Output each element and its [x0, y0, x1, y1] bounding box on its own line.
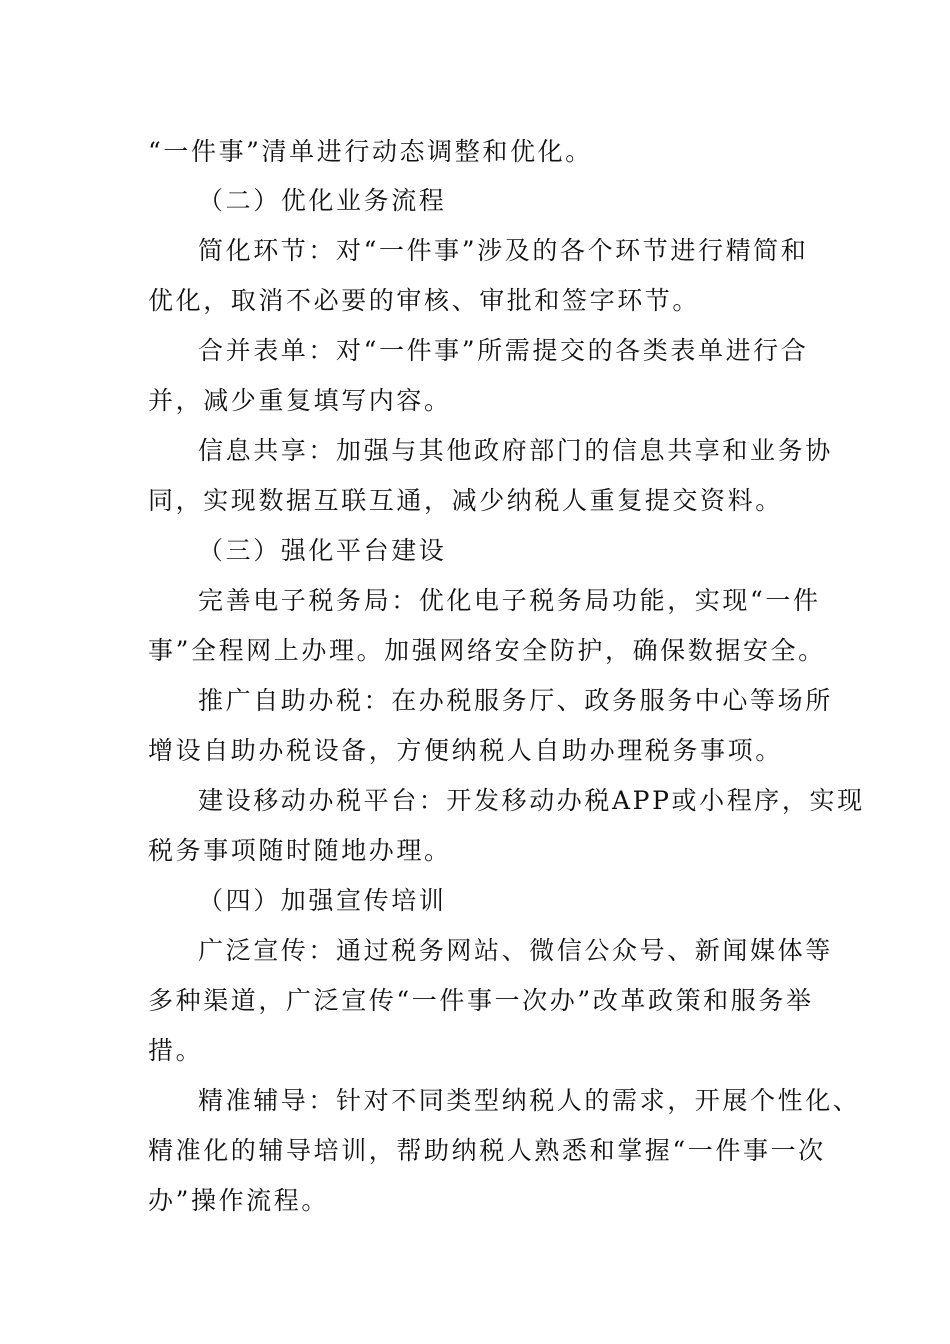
- paragraph-line: 同，实现数据互联互通，减少纳税人重复提交资料。: [148, 486, 783, 515]
- section-heading-4: （四）加强宣传培训: [198, 886, 447, 915]
- paragraph-line: 增设自助办税设备，方便纳税人自助办理税务事项。: [148, 736, 783, 765]
- paragraph-line: 精准辅导：针对不同类型纳税人的需求，开展个性化、: [198, 1086, 861, 1115]
- paragraph-line: “一件事”清单进行动态调整和优化。: [148, 137, 593, 166]
- paragraph-line: 建设移动办税平台：开发移动办税APP或小程序，实现: [198, 786, 865, 815]
- paragraph-line: 并，减少重复填写内容。: [148, 386, 452, 415]
- paragraph-line: 简化环节：对“一件事”涉及的各个环节进行精简和: [198, 236, 809, 265]
- paragraph-line: 广泛宣传：通过税务网站、微信公众号、新闻媒体等: [198, 936, 833, 965]
- paragraph-line: 多种渠道，广泛宣传“一件事一次办”改革政策和服务举: [148, 986, 814, 1015]
- paragraph-line: 优化，取消不必要的审核、审批和签字环节。: [148, 286, 701, 315]
- section-heading-2: （二）优化业务流程: [198, 186, 447, 215]
- paragraph-line: 完善电子税务局：优化电子税务局功能，实现“一件: [198, 586, 821, 615]
- paragraph-line: 推广自助办税：在办税服务厅、政务服务中心等场所: [198, 686, 833, 715]
- paragraph-line: 办”操作流程。: [148, 1186, 329, 1215]
- paragraph-line: 措。: [148, 1036, 204, 1065]
- paragraph-line: 合并表单：对“一件事”所需提交的各类表单进行合: [198, 336, 809, 365]
- paragraph-line: 事”全程网上办理。加强网络安全防护，确保数据安全。: [148, 636, 826, 665]
- paragraph-line: 精准化的辅导培训，帮助纳税人熟悉和掌握“一件事一次: [148, 1136, 826, 1165]
- paragraph-line: 税务事项随时随地办理。: [148, 836, 452, 865]
- paragraph-line: 信息共享：加强与其他政府部门的信息共享和业务协: [198, 436, 833, 465]
- section-heading-3: （三）强化平台建设: [198, 536, 447, 565]
